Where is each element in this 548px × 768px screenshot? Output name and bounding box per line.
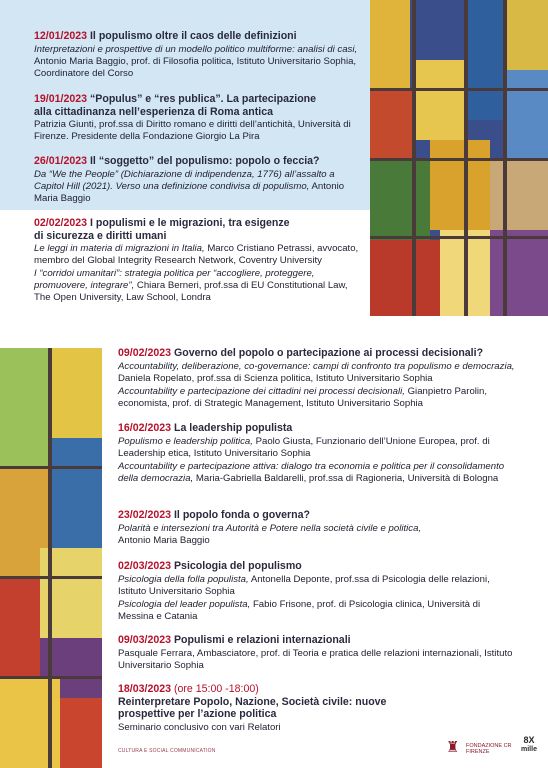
- speaker-affiliation: , prof.ssa di Scienza politica, Istituto Universitario Sophia: [191, 372, 433, 384]
- talk-title: Le leggi in materia di migrazioni in Italia,: [34, 243, 205, 254]
- session-title: Reinterpretare Popolo, Nazione, Società civile: nuove: [118, 695, 387, 708]
- speaker-name: Gianpietro Parolin: [407, 385, 485, 397]
- speaker-name: Antonio Maria Baggio: [118, 534, 210, 546]
- foundation-logo-text: FONDAZIONE CR FIRENZE: [466, 743, 512, 755]
- session-date: 23/02/2023: [118, 509, 172, 521]
- session-time: (ore 15:00 -18:00): [173, 683, 259, 695]
- session-title-line2: alla cittadinanza nell’esperienza di Roma antica: [34, 105, 274, 118]
- speaker-affiliation: , prof. di Filosofia politica, Istituto Universitario Sophia, Coordinatore del Corso: [34, 55, 357, 79]
- speaker-affiliation: , Funzionario dell’Unione Europea, prof. di Leadership etica, Istituto Universitario Sophia: [118, 435, 490, 459]
- session-4: [34, 217, 364, 304]
- session-6: [118, 422, 518, 485]
- session-title: Psicologia del populismo: [173, 560, 302, 572]
- speaker-name: Marco Cristiano Petrassi: [207, 243, 312, 254]
- session-9: [118, 634, 518, 672]
- session-7: [118, 509, 518, 547]
- talk-title: Polarità e intersezioni tra Autorità e Potere nella società civile e politica,: [118, 522, 422, 534]
- session-date: 26/01/2023: [34, 155, 88, 167]
- speaker-affiliation: , prof.ssa di Diritto romano e diritti dell’antichità, Università di Firenze. Presidente della Fondazione Giorgio La Pira: [34, 119, 351, 142]
- footer-credit: CULTURA E SOCIAL COMMUNICATION: [118, 748, 216, 754]
- talk-title: Populismo e leadership politica,: [118, 435, 253, 447]
- stained-glass-image-top: [370, 0, 548, 316]
- speaker-name: Fabio Frisone: [252, 598, 312, 610]
- session-date: 02/03/2023: [118, 560, 172, 572]
- session-title: Il popolo fonda o governa?: [173, 509, 310, 521]
- speaker-name: Chiara Berneri: [136, 280, 199, 291]
- talk-title: Da “We the People” (Dichiarazione di indipendenza, 1776) all’assalto a Capitol Hill (2021). Verso una definizione condivisa di populismo,: [34, 168, 335, 192]
- talk-title: Interpretazioni e prospettive di un modello politico multiforme: analisi di casi,: [34, 43, 358, 55]
- speaker-affiliation: , prof.ssa di Psicologia delle relazioni, Istituto Universitario Sophia: [118, 573, 490, 597]
- session-date: 18/03/2023: [118, 683, 172, 695]
- session-title: Governo del popolo o partecipazione ai processi decisionali?: [173, 347, 484, 359]
- speaker-name: Antonella Deponte: [250, 573, 330, 585]
- speaker-affiliation: , prof.ssa di EU Constitutional Law, The Open University, Law School, Londra: [34, 280, 348, 303]
- session-title-line2: di sicurezza e diritti umani: [34, 229, 167, 242]
- talk-title: Psicologia del leader populista,: [118, 598, 251, 610]
- session-title: La leadership populista: [173, 422, 293, 434]
- session-title: Il “soggetto” del populismo: popolo o feccia?: [89, 155, 320, 167]
- talk-title: Accountability e partecipazione dei cittadini nei processi decisionali,: [118, 385, 405, 397]
- session-note: Seminario conclusivo con vari Relatori: [118, 721, 281, 733]
- session-final: [118, 683, 438, 734]
- session-date: 02/02/2023: [34, 217, 88, 229]
- session-2: [34, 93, 364, 143]
- session-title: Populismi e relazioni internazionali: [173, 634, 351, 646]
- speaker-name: Antonio Maria Baggio: [34, 180, 345, 204]
- talk-title: Accountability e partecipazione attiva: dialogo tra economia e politica per il consolidamento della democrazia,: [118, 460, 505, 484]
- talk-title: Accountability, deliberazione, co-governance: campi di confronto tra populismo e democrazia,: [118, 360, 515, 372]
- mille-logo-bottom: mille: [521, 746, 537, 753]
- speaker-name: Paolo Giusta: [255, 435, 311, 447]
- session-5: [118, 347, 518, 410]
- speaker-affiliation: , economista, prof. di Strategic Management, Istituto Universitario Sophia: [118, 385, 488, 409]
- session-date: 09/02/2023: [118, 347, 172, 359]
- session-8: [118, 560, 518, 623]
- speaker-affiliation: , prof.ssa di Ragioneria, Università di Bologna: [303, 472, 499, 484]
- fondazione-emblem-icon: ♜: [446, 739, 460, 756]
- otto-per-mille-logo: [514, 736, 544, 754]
- session-date: 19/01/2023: [34, 93, 88, 105]
- session-date: 09/03/2023: [118, 634, 172, 646]
- session-title: “Populus” e “res publica”. La partecipazione: [89, 93, 317, 105]
- speaker-name: Patrizia Giunti: [34, 119, 94, 130]
- speaker-name: Daniela Ropelato: [118, 372, 192, 384]
- speaker-name: Maria-Gabriella Baldarelli: [195, 472, 304, 484]
- session-3: [34, 155, 364, 205]
- speaker-name: Antonio Maria Baggio: [34, 55, 126, 67]
- session-title: I populismi e le migrazioni, tra esigenze: [89, 217, 290, 229]
- mille-logo-top: 8X: [523, 735, 535, 745]
- session-title-line2: prospettive per l’azione politica: [118, 708, 277, 720]
- session-title: Il populismo oltre il caos delle definizioni: [89, 30, 297, 42]
- stained-glass-image-left: [0, 348, 102, 768]
- session-date: 16/02/2023: [118, 422, 172, 434]
- session-1: [34, 30, 364, 80]
- speaker-affiliation: , Ambasciatore, prof. di Teoria e pratica delle relazioni internazionali, Istituto Universitario Sophia: [118, 647, 513, 671]
- talk-title: I “corridoi umanitari”: strategia politica per “accogliere, proteggere, promuovere, integrare”,: [34, 268, 315, 291]
- speaker-affiliation: , prof. di Psicologia clinica, Università di Messina e Catania: [118, 598, 481, 622]
- session-date: 12/01/2023: [34, 30, 88, 42]
- talk-title: Psicologia della folla populista,: [118, 573, 249, 585]
- speaker-name: Pasquale Ferrara: [118, 647, 193, 659]
- speaker-affiliation: , avvocato, membro del Global Integrity Research Network, Coventry University: [34, 243, 359, 266]
